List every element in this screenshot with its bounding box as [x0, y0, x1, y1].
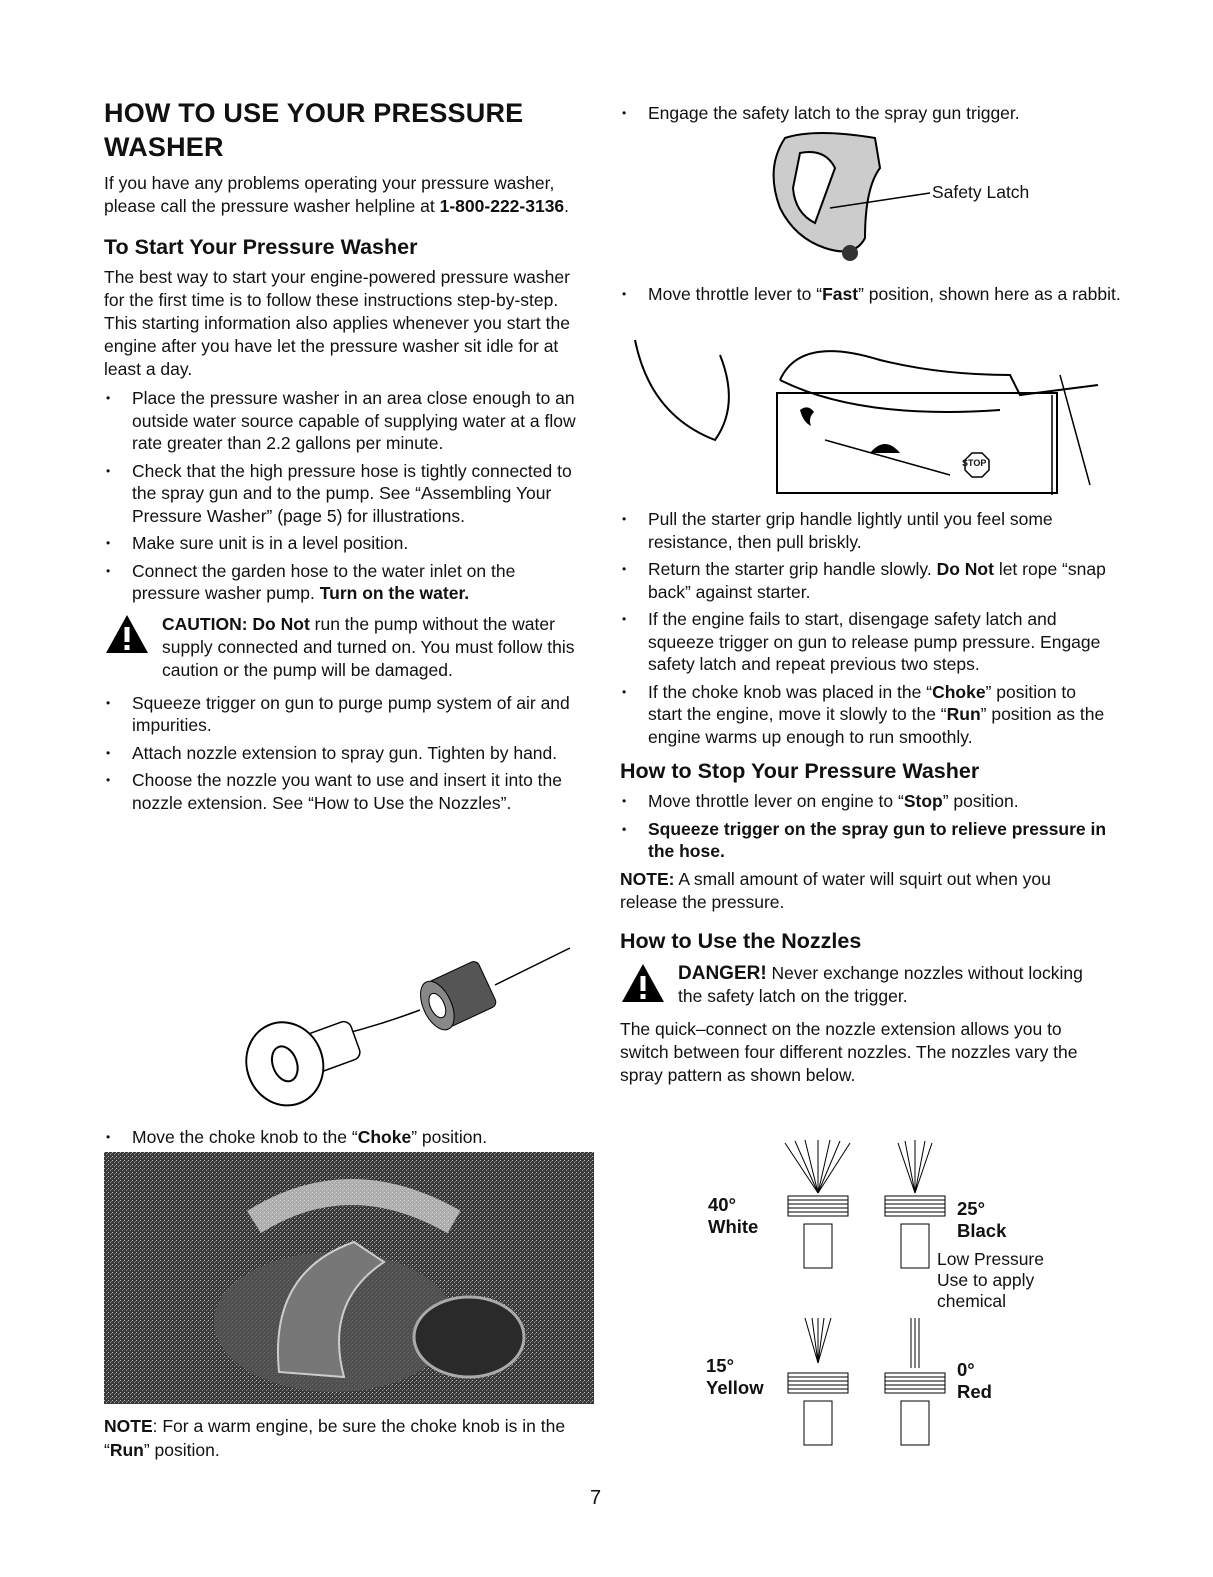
note-run: Run	[109, 1440, 144, 1460]
stop-sign-label: STOP	[962, 458, 987, 468]
throttle-fast: Fast	[822, 284, 859, 304]
stop-heading: How to Stop Your Pressure Washer	[620, 759, 980, 783]
throttle-text-a: Move throttle lever to “	[648, 284, 823, 304]
note-text-c: ” position.	[143, 1440, 220, 1460]
choke-knob-image	[104, 1152, 594, 1404]
nozzle-40-spray	[785, 1140, 850, 1193]
bullet-place: • Place the pressure washer in an area close enough to an outside water source capable of supplying water at a flow rate greater than 2.2 gallons per minute.	[104, 387, 582, 455]
choke-run-text-e: ” position as the engine warms up enough to run smoothly.	[648, 704, 1105, 747]
helpline-phone: 1-800-222-3136	[439, 196, 565, 216]
nozzle-40-label	[708, 1194, 758, 1238]
nozzle-0-body	[885, 1373, 945, 1445]
choke-text-a: Move the choke knob to the “	[132, 1127, 358, 1147]
bullet-choke-run	[620, 681, 1110, 749]
danger-label: DANGER!	[678, 962, 767, 984]
safety-latch-label: Safety Latch	[932, 182, 1030, 202]
nozzle-15-spray	[805, 1318, 831, 1363]
chemical-note: chemical	[937, 1291, 1007, 1311]
choke-knob-photo	[104, 1152, 594, 1404]
choke-run-text-c: ” position to start the engine, move it slowly to the “	[648, 681, 1077, 724]
nozzle-25-spray	[898, 1140, 932, 1193]
return-text-a: Return the starter grip handle slowly.	[648, 559, 932, 579]
bullet-garden-hose	[104, 560, 582, 605]
choke-run-run: Run	[946, 704, 981, 724]
stop-note	[620, 868, 1110, 914]
intro-text: If you have any problems operating your pressure washer, please call the pressure washer helpline at	[104, 173, 555, 216]
page-number: 7	[590, 1487, 602, 1509]
nozzle-25-color: Black	[957, 1220, 1007, 1241]
nozzle-0-degree: 0°	[957, 1359, 975, 1380]
bullet-stop-throttle	[620, 790, 1110, 813]
warm-engine-note	[104, 1414, 589, 1462]
nozzle-15-label	[706, 1355, 764, 1399]
right-steps	[620, 508, 1110, 1087]
stop-note-label: NOTE:	[620, 868, 675, 889]
bullet-garden-hose-text: Connect the garden hose to the water inlet on the pressure washer pump.	[132, 560, 516, 603]
nozzle-0-color: Red	[957, 1381, 992, 1402]
nozzle-15-body	[788, 1373, 848, 1445]
caution-label: CAUTION:	[162, 613, 248, 634]
choke-text-c: ” position.	[411, 1127, 488, 1147]
bullet-choke	[104, 1126, 610, 1149]
nozzle-15-degree: 15°	[706, 1355, 734, 1376]
bullet-attach: • Attach nozzle extension to spray gun. Tighten by hand.	[104, 742, 582, 765]
start-heading: To Start Your Pressure Washer	[104, 235, 418, 259]
nozzle-0-spray	[911, 1318, 919, 1368]
nozzles-paragraph: The quick–connect on the nozzle extension allows you to switch between four different nozzles. The nozzles vary the spray pattern as shown below.	[620, 1018, 1078, 1085]
left-column	[104, 96, 582, 819]
start-paragraph: The best way to start your engine-powered pressure washer for the first time is to follow these instructions step-by-step. This starting information also applies whenever you start the engine after you have let the pressure washer sit idle for at least a day.	[104, 267, 570, 379]
caution-block	[104, 613, 582, 682]
bullet-relieve-pressure: • Squeeze trigger on the spray gun to relieve pressure in the hose.	[620, 818, 1110, 863]
bullet-pull-starter: • Pull the starter grip handle lightly until you feel some resistance, then pull briskly.	[620, 508, 1110, 553]
spray-gun-illustration	[755, 128, 935, 278]
danger-block	[620, 962, 1110, 1008]
bullet-return-grip	[620, 558, 1110, 603]
turn-on-water: Turn on the water.	[319, 583, 470, 603]
danger-text: Never exchange nozzles without locking the safety latch on the trigger.	[678, 962, 1083, 1006]
bullet-squeeze: • Squeeze trigger on gun to purge pump system of air and impurities.	[104, 692, 582, 737]
stop-text-a: Move throttle lever on engine to “	[648, 791, 904, 811]
nozzle-40-body	[788, 1196, 848, 1268]
stop-text-c: ” position.	[942, 791, 1019, 811]
caution-text: run the pump without the water supply connected and turned on. You must follow this caution or the pump will be damaged.	[162, 613, 575, 680]
nozzle-40-degree: 40°	[708, 1194, 736, 1215]
nozzle-25-note	[937, 1249, 1044, 1312]
nozzles-heading: How to Use the Nozzles	[620, 928, 862, 953]
nozzle-25-degree: 25°	[957, 1198, 985, 1219]
bullet-engine-fails: • If the engine fails to start, disengage safety latch and squeeze trigger on gun to release pump pressure. Engage safety latch and repeat previous two steps.	[620, 608, 1110, 676]
return-do-not: Do Not	[936, 559, 994, 579]
nozzle-extension-illustration	[240, 940, 580, 1115]
intro-paragraph	[104, 172, 582, 218]
bullet-throttle	[620, 283, 1138, 306]
choke-run-text-a: If the choke knob was placed in the “	[648, 681, 933, 702]
bullet-level: • Make sure unit is in a level position.	[104, 532, 582, 555]
page-title: HOW TO USE YOUR PRESSURE WASHER	[104, 98, 524, 162]
throttle-illustration	[620, 335, 1100, 500]
use-to-apply-note: Use to apply	[937, 1270, 1035, 1290]
warning-triangle-icon	[104, 613, 150, 655]
caution-do-not: Do Not	[252, 613, 310, 634]
bullet-check-hose: • Check that the high pressure hose is tightly connected to the spray gun and to the pump. See “Assembling Your Pressure Washer” (page 5) for illustrations.	[104, 460, 582, 528]
bullet-choose-nozzle: • Choose the nozzle you want to use and insert it into the nozzle extension. See “How to Use the Nozzles”.	[104, 769, 582, 814]
bullet-safety-latch: • Engage the safety latch to the spray gun trigger.	[620, 102, 1138, 125]
nozzle-0-label	[957, 1359, 992, 1403]
intro-end: .	[564, 196, 570, 216]
note-label: NOTE	[104, 1416, 153, 1436]
stop-note-text: A small amount of water will squirt out when you release the pressure.	[620, 868, 1051, 912]
nozzle-25-label	[957, 1198, 1006, 1242]
choke-word: Choke	[357, 1127, 412, 1147]
nozzle-15-color: Yellow	[706, 1377, 764, 1398]
nozzle-40-color: White	[708, 1216, 759, 1237]
danger-triangle-icon	[620, 962, 666, 1004]
low-pressure-note: Low Pressure	[937, 1249, 1044, 1269]
choke-run-choke: Choke	[932, 681, 986, 702]
throttle-text-c: ” position, shown here as a rabbit.	[858, 284, 1121, 304]
note-text-a: : For a warm engine, be sure the choke knob is in the “	[104, 1416, 566, 1460]
stop-word: Stop	[903, 791, 943, 811]
return-text-c: let rope “snap back” against starter.	[648, 559, 1106, 602]
nozzle-25-body	[885, 1196, 945, 1268]
